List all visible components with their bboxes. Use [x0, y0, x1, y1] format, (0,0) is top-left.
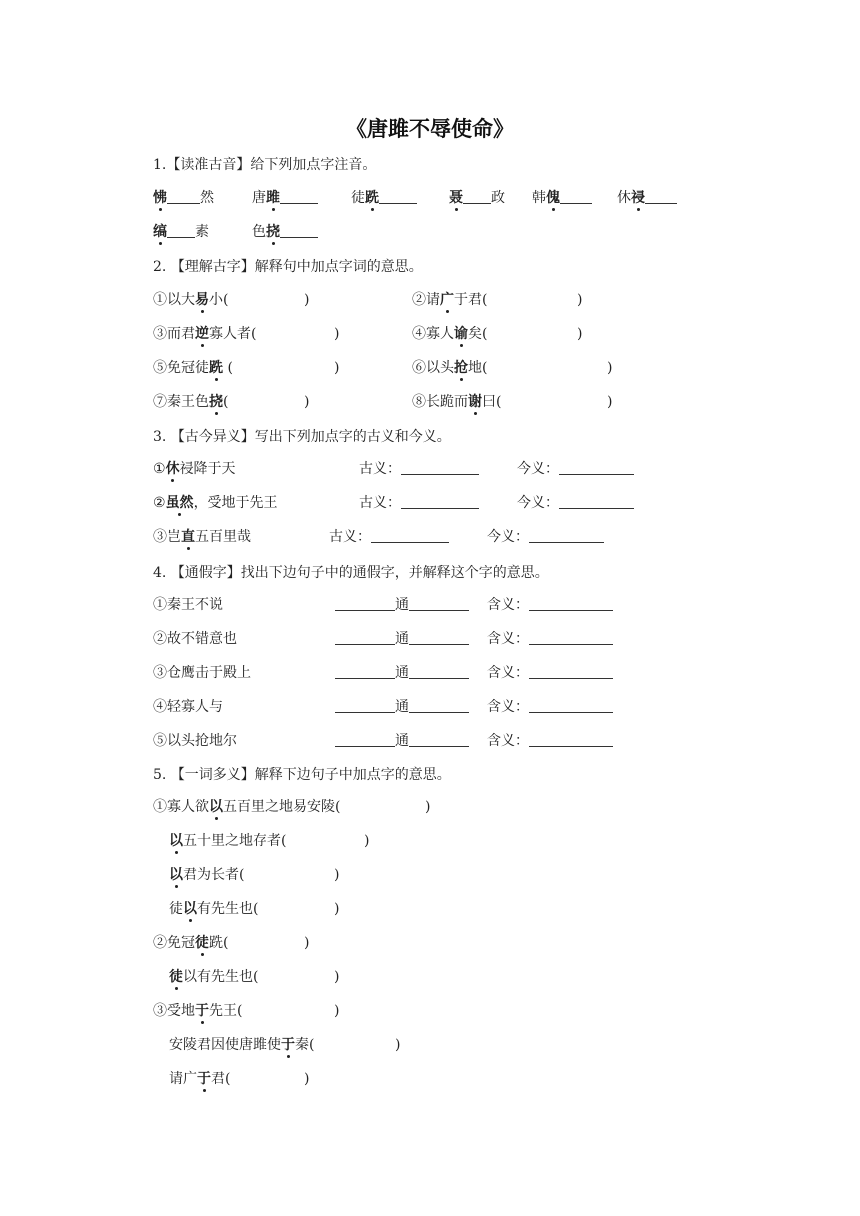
- q2-close: ): [304, 292, 310, 308]
- q5-close: ): [334, 969, 340, 985]
- q4-row: [153, 695, 653, 719]
- q2-row: [153, 322, 713, 346]
- q5-row: [153, 965, 553, 989]
- q2-close: ): [607, 360, 613, 376]
- gu-label: 古义：: [359, 457, 479, 481]
- tong-fill: 通: [335, 729, 469, 753]
- pinyin-item: 聂 政: [449, 190, 505, 206]
- han-label: 含义：: [487, 627, 613, 651]
- q4-sentence: ③仓鹰击于殿上: [153, 665, 251, 681]
- q5-close: ): [425, 799, 431, 815]
- q2-row: [153, 288, 713, 312]
- q5-item: ③受地于先王(: [153, 1003, 243, 1019]
- q3-item: ①休祲降于天: [153, 461, 236, 477]
- gu-label: 古义：: [329, 525, 449, 549]
- q5-row: [153, 863, 553, 887]
- q4-sentence: ①秦王不说: [153, 597, 223, 613]
- q5-close: ): [304, 1071, 310, 1087]
- page-title: 《唐雎不辱使命》: [346, 117, 514, 141]
- tong-fill: 通: [335, 695, 469, 719]
- q4-sentence: ④轻寡人与: [153, 699, 223, 715]
- tong-fill: 通: [335, 661, 469, 685]
- q5-close: ): [334, 867, 340, 883]
- gu-label: 古义：: [359, 491, 479, 515]
- q5-close: ): [395, 1037, 401, 1053]
- pinyin-item: 韩傀: [532, 186, 592, 210]
- q4-row: [153, 661, 653, 685]
- q2-close: ): [334, 360, 340, 376]
- q2-close: ): [577, 292, 583, 308]
- q5-row: [153, 1033, 553, 1057]
- q3-heading: 3. 【古今异义】写出下列加点字的古义和今义。: [153, 429, 451, 445]
- q3-row: [153, 457, 653, 481]
- q4-heading: 4. 【通假字】找出下边句子中的通假字，并解释这个字的意思。: [153, 565, 549, 581]
- q5-heading: 5. 【一词多义】解释下边句子中加点字的意思。: [153, 767, 451, 783]
- q5-row: [153, 999, 553, 1023]
- q2-close: ): [334, 326, 340, 342]
- q5-row: [153, 931, 553, 955]
- pinyin-item: 徒跣: [351, 186, 417, 210]
- q5-close: ): [334, 901, 340, 917]
- tong-fill: 通: [335, 593, 469, 617]
- q2-item: ⑤免冠徒跣 (: [153, 360, 233, 376]
- q5-close: ): [304, 935, 310, 951]
- q2-item: ①以大易小(: [153, 292, 229, 308]
- q2-close: ): [577, 326, 583, 342]
- q2-close: ): [304, 394, 310, 410]
- pinyin-item: 缟 素: [153, 224, 209, 240]
- q3-item: ②虽然，受地于先王: [153, 495, 278, 511]
- han-label: 含义：: [487, 695, 613, 719]
- jin-label: 今义：: [487, 525, 604, 549]
- q5-item: 请广于君(: [169, 1071, 231, 1087]
- q5-row: [153, 795, 553, 819]
- han-label: 含义：: [487, 661, 613, 685]
- jin-label: 今义：: [517, 491, 634, 515]
- q5-row: [153, 897, 553, 921]
- pinyin-item: 休祲: [617, 186, 677, 210]
- q4-sentence: ⑤以头抢地尔: [153, 733, 237, 749]
- q4-row: [153, 593, 653, 617]
- q3-item: ③岂直五百里哉: [153, 529, 251, 545]
- q2-item: ⑧长跪而谢曰(: [412, 394, 502, 410]
- q5-close: ): [364, 833, 370, 849]
- q5-row: [153, 829, 553, 853]
- q5-item: ②免冠徒跣(: [153, 935, 229, 951]
- q2-item: ②请广于君(: [412, 292, 488, 308]
- q5-close: ): [334, 1003, 340, 1019]
- q2-row: [153, 356, 713, 380]
- han-label: 含义：: [487, 729, 613, 753]
- q4-row: [153, 729, 653, 753]
- q1-heading: 1.【读准古音】给下列加点字注音。: [153, 157, 377, 173]
- q2-heading: 2. 【理解古字】解释句中加点字词的意思。: [153, 259, 423, 275]
- q2-item: ④寡人谕矣(: [412, 326, 488, 342]
- q5-item: 以五十里之地存者(: [169, 833, 287, 849]
- tong-fill: 通: [335, 627, 469, 651]
- pinyin-item: 怫 然: [153, 190, 214, 206]
- q5-row: [153, 1067, 553, 1091]
- q5-item: 以君为长者(: [169, 867, 245, 883]
- q2-row: [153, 390, 713, 414]
- han-label: 含义：: [487, 593, 613, 617]
- q5-item: 徒以有先生也(: [169, 969, 259, 985]
- pinyin-item: 色挠: [252, 220, 318, 244]
- q3-row: [153, 491, 653, 515]
- q5-item: 徒以有先生也(: [169, 901, 259, 917]
- q2-item: ⑦秦王色挠(: [153, 394, 229, 410]
- q5-item: 安陵君因使唐雎使于秦(: [169, 1037, 315, 1053]
- pinyin-item: 唐雎: [252, 186, 318, 210]
- q2-item: ③而君逆寡人者(: [153, 326, 257, 342]
- q5-item: ①寡人欲以五百里之地易安陵(: [153, 799, 341, 815]
- q4-sentence: ②故不错意也: [153, 631, 237, 647]
- q2-close: ): [607, 394, 613, 410]
- q4-row: [153, 627, 653, 651]
- q3-row: [153, 525, 653, 549]
- jin-label: 今义：: [517, 457, 634, 481]
- q2-item: ⑥以头抢地(: [412, 360, 488, 376]
